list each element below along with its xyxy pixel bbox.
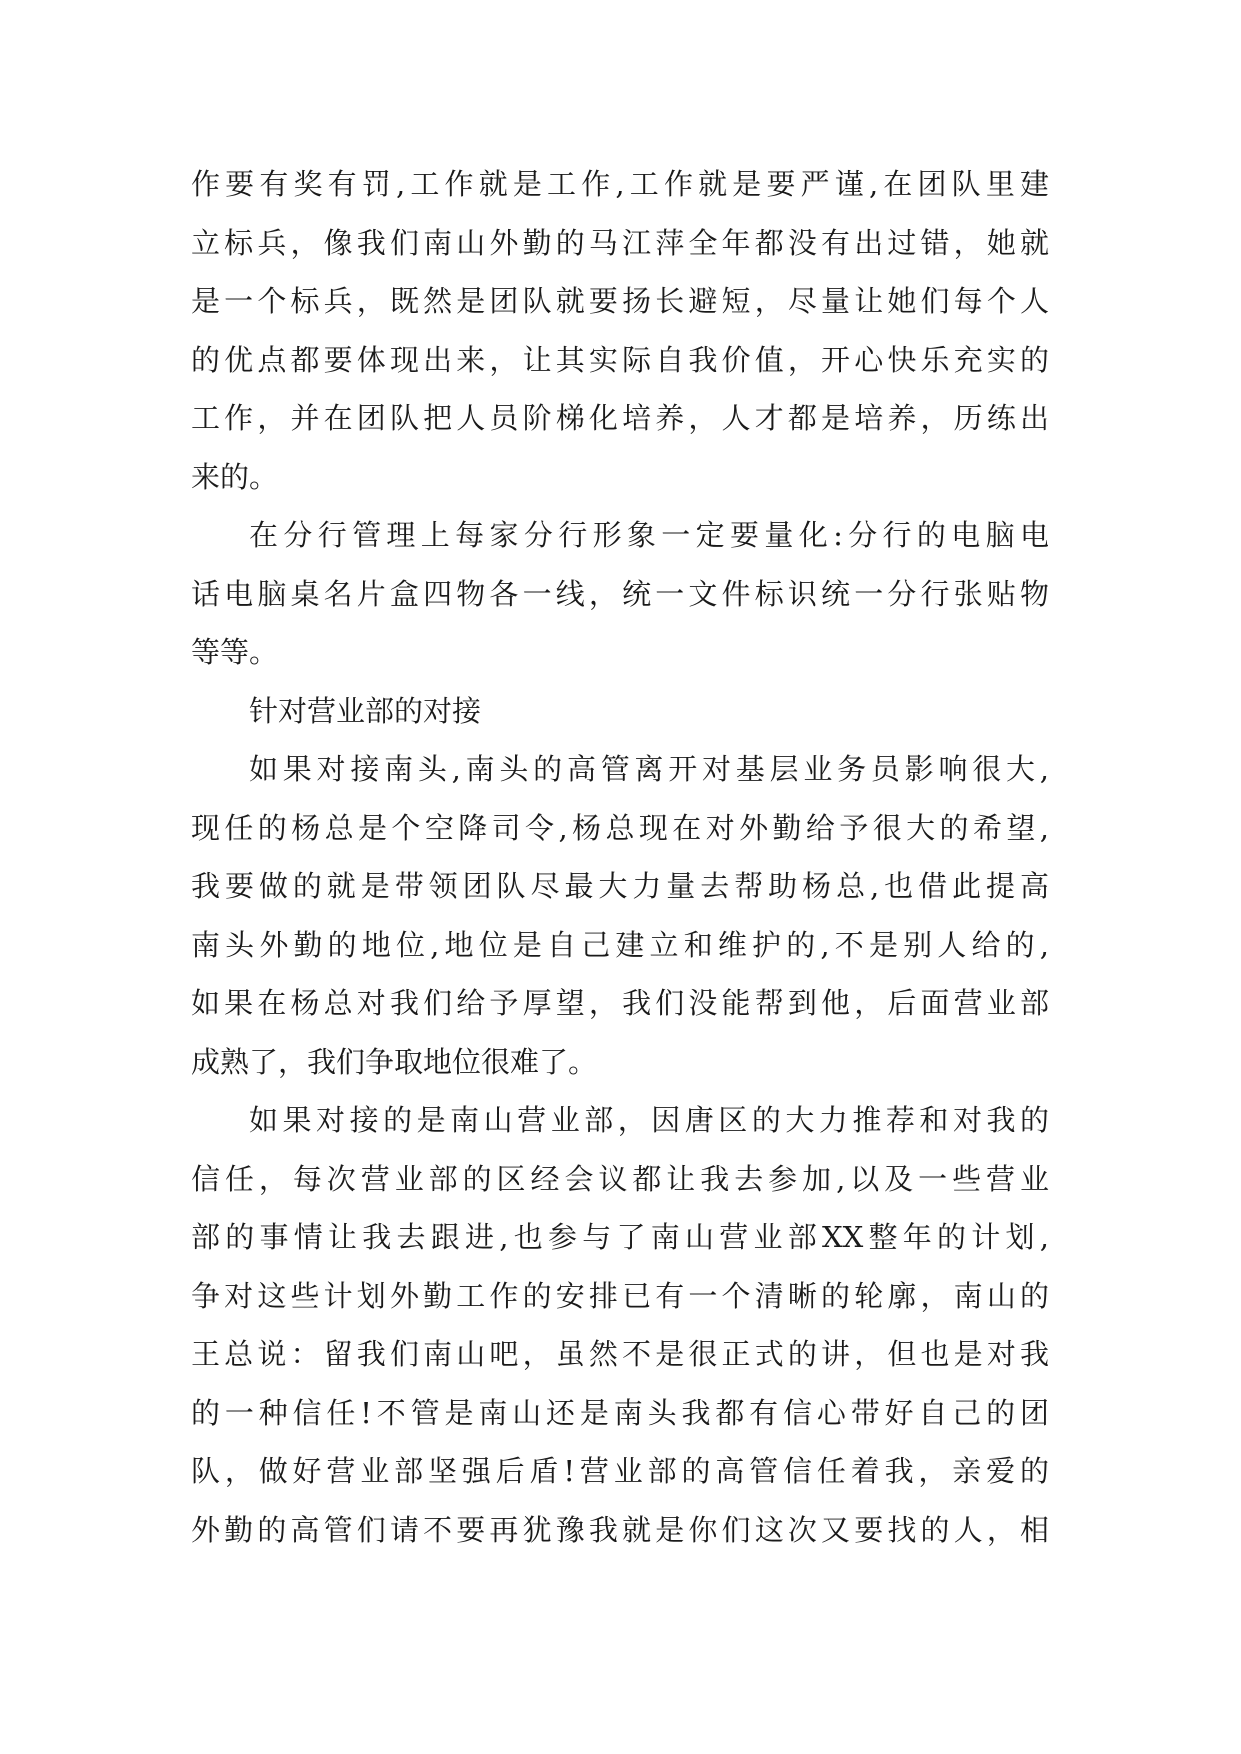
text-line: 队，做好营业部坚强后盾!营业部的高管信任着我，亲爱的 [191, 1454, 1049, 1488]
text-line: 成熟了，我们争取地位很难了。 [191, 1044, 598, 1079]
paragraph-2 [191, 506, 1049, 682]
text-line: 如果对接的是南山营业部，因唐区的大力推荐和对我的 [249, 1103, 1049, 1137]
text-line: 争对这些计划外勤工作的安排已有一个清晰的轮廓，南山的 [191, 1278, 1049, 1313]
text-line: 立标兵，像我们南山外勤的马江萍全年都没有出过错，她就 [191, 225, 1049, 260]
paragraph-1 [191, 155, 1049, 506]
text-line: 的优点都要体现出来，让其实际自我价值，开心快乐充实的 [191, 342, 1049, 377]
text-line: 王总说：留我们南山吧，虽然不是很正式的讲，但也是对我 [191, 1337, 1049, 1371]
text-line: 来的。 [191, 459, 279, 494]
text-line: 在分行管理上每家分行形象一定要量化:分行的电脑电 [249, 518, 1049, 552]
text-line: 如果对接南头,南头的高管离开对基层业务员影响很大, [249, 752, 1049, 786]
section-heading [191, 682, 1049, 741]
text-line: 南头外勤的地位,地位是自己建立和维护的,不是别人给的, [191, 927, 1049, 962]
text-line: 作要有奖有罚,工作就是工作,工作就是要严谨,在团队里建 [191, 167, 1049, 201]
text-line: 外勤的高管们请不要再犹豫我就是你们这次又要找的人，相 [191, 1512, 1049, 1547]
text-line: 的一种信任!不管是南山还是南头我都有信心带好自己的团 [191, 1395, 1049, 1430]
text-line: 我要做的就是带领团队尽最大力量去帮助杨总,也借此提高 [191, 869, 1049, 903]
text-line: 信任，每次营业部的区经会议都让我去参加,以及一些营业 [191, 1161, 1049, 1196]
paragraph-4 [191, 1091, 1049, 1559]
text-line: 话电脑桌名片盒四物各一线，统一文件标识统一分行张贴物 [191, 576, 1049, 611]
document-body [191, 155, 1049, 1559]
text-line: 是一个标兵，既然是团队就要扬长避短，尽量让她们每个人 [191, 284, 1049, 318]
text-line: 部的事情让我去跟进,也参与了南山营业部XX整年的计划, [191, 1220, 1049, 1254]
heading-line: 针对营业部的对接 [249, 693, 482, 728]
paragraph-3 [191, 740, 1049, 1091]
text-line: 如果在杨总对我们给予厚望，我们没能帮到他，后面营业部 [191, 986, 1049, 1020]
text-line: 现任的杨总是个空降司令,杨总现在对外勤给予很大的希望, [191, 810, 1049, 845]
text-line: 工作，并在团队把人员阶梯化培养，人才都是培养，历练出 [191, 401, 1049, 435]
text-line: 等等。 [191, 635, 279, 669]
